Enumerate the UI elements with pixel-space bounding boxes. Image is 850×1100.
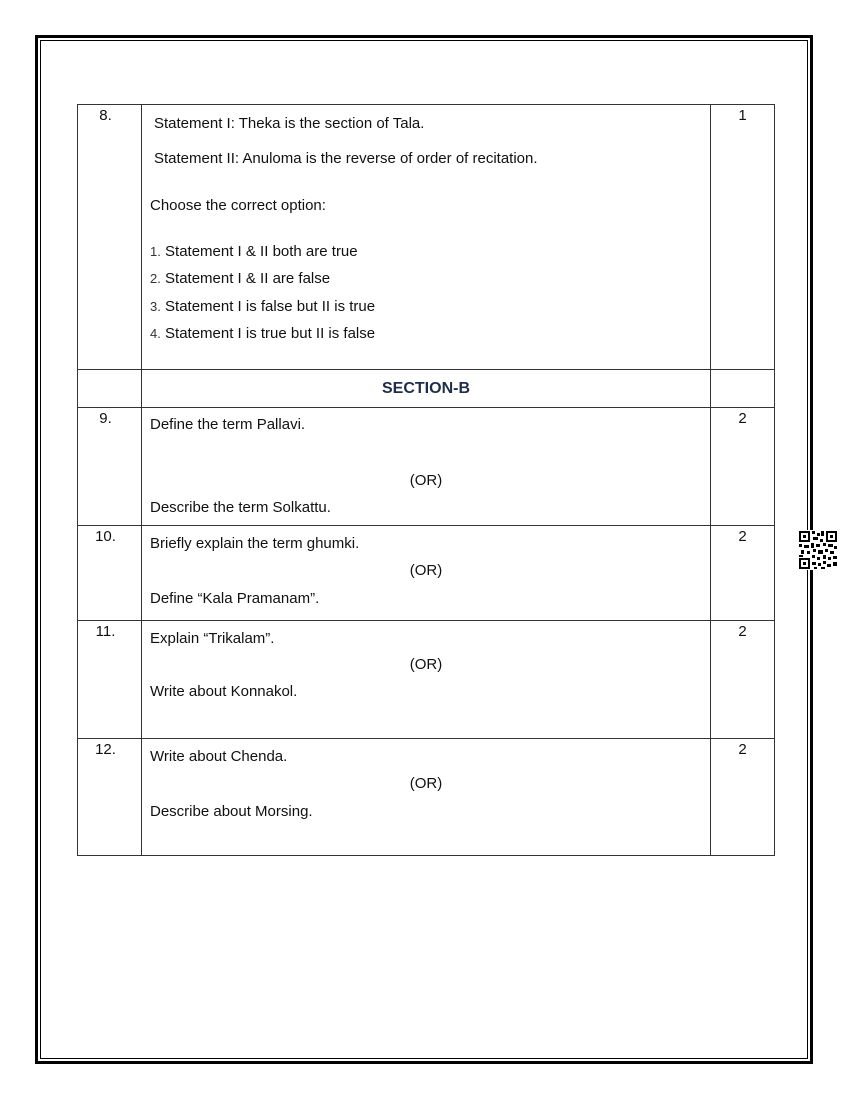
option-number: 4. [150,326,161,341]
option-number: 2. [150,271,161,286]
or-separator: (OR) [409,472,443,489]
question-content [142,739,711,856]
option-text: Statement I is true but II is false [165,325,376,342]
question-number: 11. [78,621,142,739]
option-number: 3. [150,299,161,314]
question-marks: 2 [711,526,775,621]
section-empty-cell [711,370,775,408]
question-row-8 [78,105,775,370]
question-content [142,408,711,526]
section-b-title: SECTION-B [142,370,711,408]
question-number: 10. [78,526,142,621]
or-separator: (OR) [409,562,443,579]
question-table [77,104,775,856]
question-number: 9. [78,408,142,526]
question-part-b: Describe about Morsing. [150,803,313,820]
or-separator: (OR) [409,775,443,792]
option-3 [150,298,702,316]
option-4 [150,325,702,343]
qr-code-icon [798,530,838,570]
question-marks: 1 [711,105,775,370]
choose-prompt: Choose the correct option: [150,197,326,214]
question-part-a: Explain “Trikalam”. [150,630,275,647]
option-text: Statement I is false but II is true [165,298,376,315]
question-content [142,621,711,739]
statement-2: Statement II: Anuloma is the reverse of order of recitation. [154,150,538,167]
question-row-10 [78,526,775,621]
question-row-11 [78,621,775,739]
question-part-b: Describe the term Solkattu. [150,499,331,516]
question-marks: 2 [711,408,775,526]
option-text: Statement I & II both are true [165,243,358,260]
or-separator: (OR) [409,656,443,673]
question-marks: 2 [711,739,775,856]
question-content [142,105,711,370]
question-number: 12. [78,739,142,856]
option-text: Statement I & II are false [165,270,331,287]
question-part-a: Define the term Pallavi. [150,416,306,433]
question-part-b: Define “Kala Pramanam”. [150,590,320,607]
option-2 [150,270,702,288]
question-part-a: Write about Chenda. [150,748,288,765]
statement-1: Statement I: Theka is the section of Tala. [154,115,425,132]
section-b-row [78,370,775,408]
question-part-a: Briefly explain the term ghumki. [150,535,360,552]
question-marks: 2 [711,621,775,739]
question-row-12 [78,739,775,856]
question-part-b: Write about Konnakol. [150,683,298,700]
section-empty-cell [78,370,142,408]
option-number: 1. [150,244,161,259]
question-row-9 [78,408,775,526]
option-1 [150,243,702,261]
question-number: 8. [78,105,142,370]
question-content [142,526,711,621]
